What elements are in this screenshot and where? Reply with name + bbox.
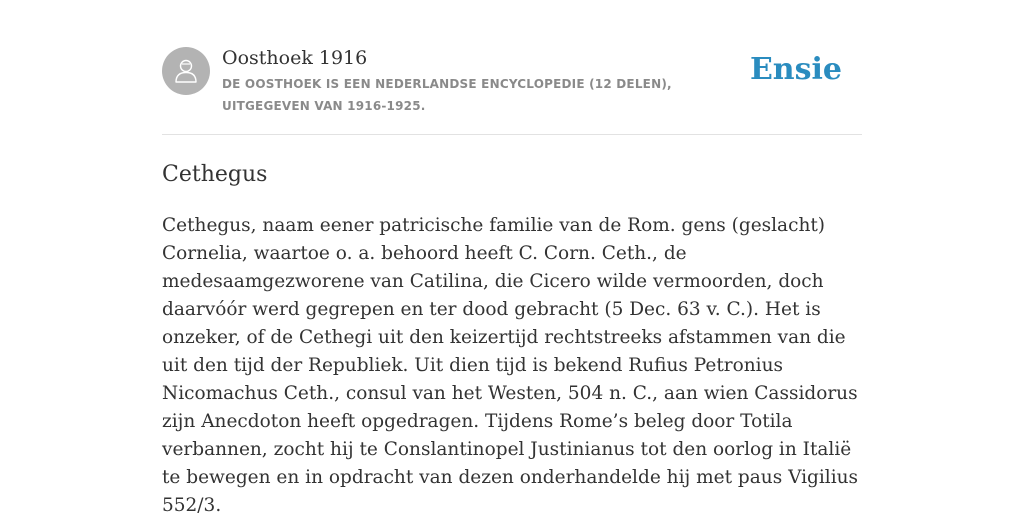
source-name[interactable]: Oosthoek 1916: [222, 47, 368, 69]
avatar[interactable]: [162, 47, 210, 95]
article-title: Cethegus: [162, 162, 268, 187]
source-description: DE OOSTHOEK IS EEN NEDERLANDSE ENCYCLOPEDIE (12 DELEN), UITGEGEVEN VAN 1916-1925.: [222, 77, 672, 113]
article-body: Cethegus, naam eener patricische familie van de Rom. gens (geslacht) Cornelia, waartoe o. a. behoord heeft C. Corn. Ceth., de medesaamgezworene van Catilina, die Cicero wilde vermoorden, doch daarvóór werd gegrepen en ter dood gebracht (5 Dec. 63 v. C.). Het is onzeker, of de Cethegi uit den keizertijd rechtstreeks afstammen van die uit den tijd der Republiek. Uit dien tijd is bekend Rufius Petronius Nicomachus Ceth., consul van het Westen, 504 n. C., aan wien Cassidorus zijn Anecdoton heeft opgedragen. Tijdens Rome’s beleg door Totila verbannen, zocht hij te Conslantinopel Justinianus tot den oorlog in Italië te bewegen en in opdracht van dezen onderhandelde hij met paus Vigilius 552/3.: [162, 215, 859, 516]
source-header: [162, 0, 862, 135]
source-info: [222, 45, 762, 117]
ensie-logo[interactable]: Ensie: [749, 52, 842, 87]
person-icon: [171, 56, 201, 86]
page: [162, 0, 862, 516]
